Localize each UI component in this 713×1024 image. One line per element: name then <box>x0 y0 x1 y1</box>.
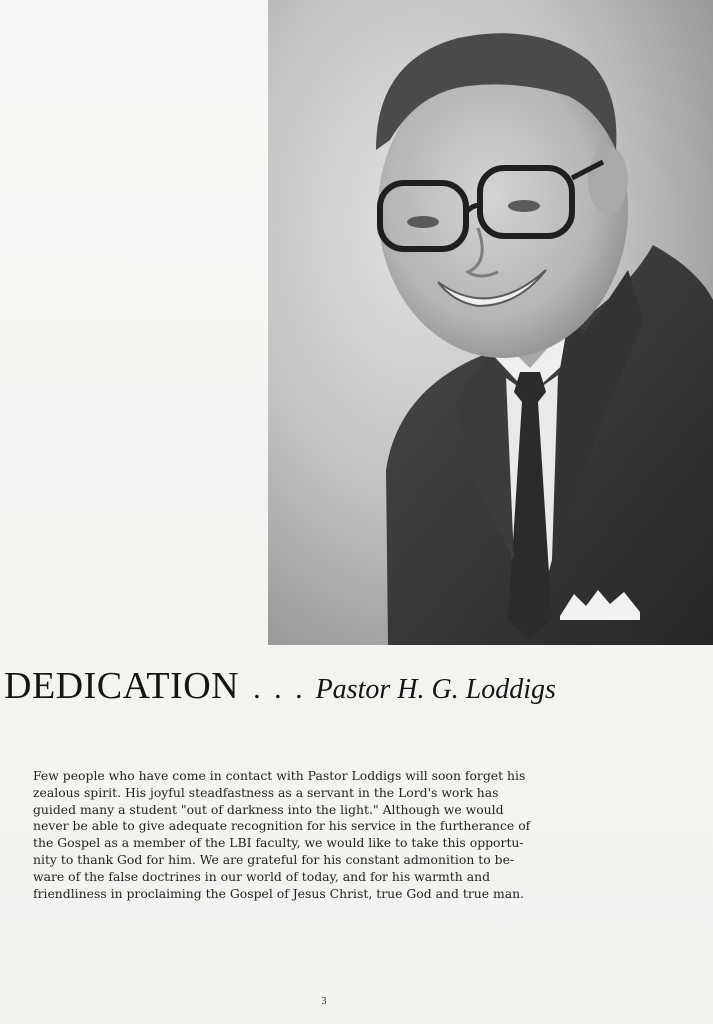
paragraph-line: ware of the false doctrines in our world of today, and for his warmth and <box>33 868 491 884</box>
paragraph-line: the Gospel as a member of the LBI faculty, we would like to take this opportu- <box>33 835 524 851</box>
dedication-headline <box>4 664 704 712</box>
dedication-title: DEDICATION <box>4 665 240 707</box>
headline-ellipsis: . . . <box>253 672 306 705</box>
paragraph-line: Few people who have come in contact with Pastor Loddigs will soon forget his <box>33 768 526 783</box>
paragraph-line: guided many a student "out of darkness into the light." Although we would <box>33 801 504 817</box>
paragraph-line: zealous spirit. His joyful steadfastness as a servant in the Lord's work has <box>33 784 499 800</box>
subject-name: Pastor H. G. Loddigs <box>315 674 556 705</box>
dedication-paragraph <box>33 768 633 902</box>
page-number: 3 <box>321 996 327 1007</box>
paragraph-line: never be able to give adequate recognition for his service in the furtherance of <box>33 818 531 834</box>
portrait-illustration <box>268 0 713 645</box>
paragraph-line: friendliness in proclaiming the Gospel of Jesus Christ, true God and true man. <box>33 885 525 901</box>
portrait-photo <box>268 0 713 645</box>
paragraph-line: nity to thank God for him. We are grateful for his constant admonition to be- <box>33 851 515 867</box>
